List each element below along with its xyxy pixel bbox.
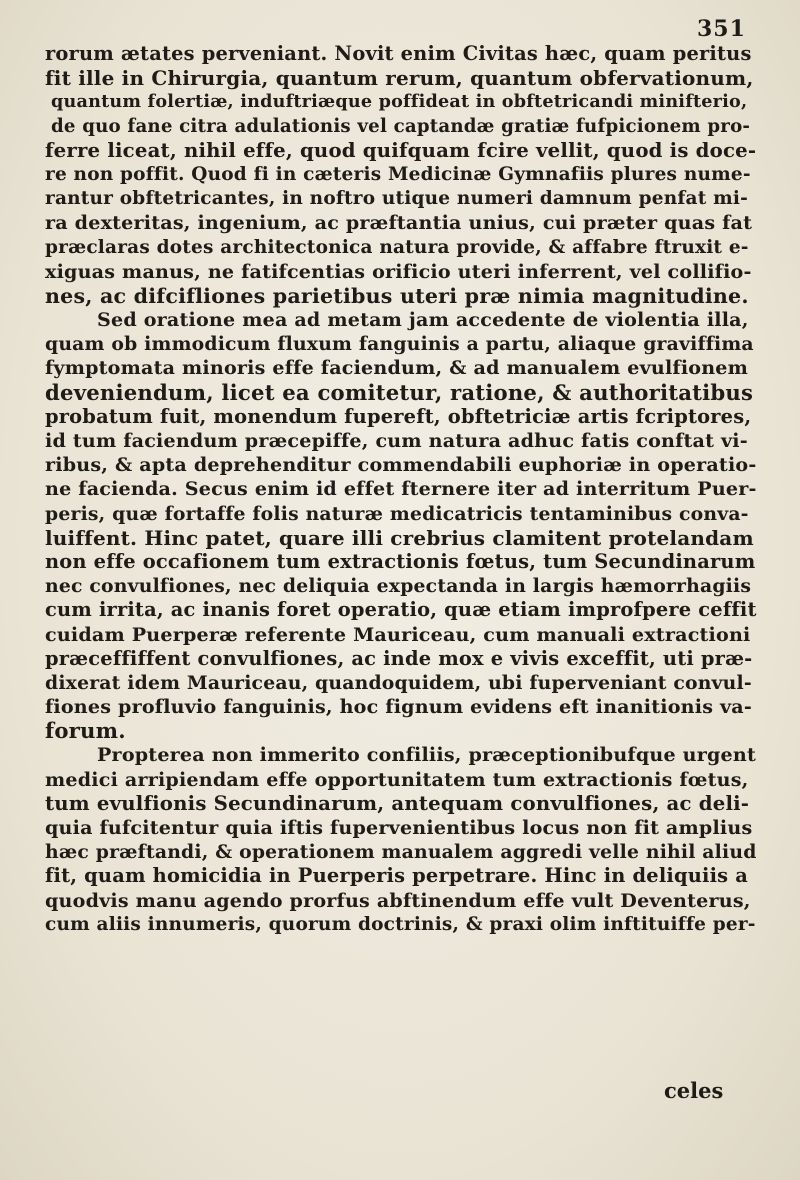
text-line: ra dexteritas, ingenium, ac præftantia unius, cui præter quas fat xyxy=(45,211,753,235)
text-line: fit ille in Chirurgia, quantum rerum, quantum obfervationum, xyxy=(45,66,754,91)
text-line: quam ob immodicum fluxum fanguinis a partu, aliaque graviffima xyxy=(45,333,754,356)
text-line: non effe occafionem tum extractionis fœtus, tum Secundinarum xyxy=(45,549,756,573)
text-line: rantur obftetricantes, in noftro utique numeri damnum penfat mi- xyxy=(45,188,748,210)
text-line: præclaras dotes architectonica natura provide, & affabre ftruxit e- xyxy=(45,236,749,258)
text-line: nec convulfiones, nec deliquia expectanda in largis hæmorrhagiis xyxy=(45,575,752,598)
text-line: de quo fane citra adulationis vel captandæ gratiæ fufpicionem pro- xyxy=(51,115,751,137)
text-line: quantum folertiæ, induftriæque poffideat in obftetricandi minifterio, xyxy=(51,91,748,113)
text-line: peris, quæ fortaffe folis naturæ medicatricis tentaminibus conva- xyxy=(45,502,749,525)
text-line: xiguas manus, ne fatifcentias orificio uteri inferrent, vel collifio- xyxy=(45,259,752,283)
text-line: præceffiffent convulfiones, ac inde mox e vivis exceffit, uti præ- xyxy=(45,646,753,670)
text-line: fymptomata minoris effe faciendum, & ad manualem evulfionem xyxy=(45,356,749,380)
text-line: fiones profluvio fanguinis, hoc fignum evidens eft inanitionis va- xyxy=(45,695,752,719)
text-line: forum. xyxy=(45,718,126,744)
text-line: ne facienda. Secus enim id effet fternere iter ad interritum Puer- xyxy=(45,477,757,501)
text-line: tum evulfionis Secundinarum, antequam convulfiones, ac deli- xyxy=(45,791,750,815)
text-line: medici arripiendam effe opportunitatem tum extractionis fœtus, xyxy=(45,767,749,791)
text-line: Sed oratione mea ad metam jam accedente de violentia illa, xyxy=(97,308,749,332)
text-line: Propterea non immerito confiliis, præceptionibufque urgent xyxy=(97,743,756,767)
text-line: id tum faciendum præcepiffe, cum natura adhuc fatis conftat vi- xyxy=(45,429,748,452)
body-text xyxy=(45,42,757,937)
text-line: ferre liceat, nihil effe, quod quifquam fcire vellit, quod is doce- xyxy=(45,138,757,162)
text-line: fit, quam homicidia in Puerperis perpetrare. Hinc in deliquiis a xyxy=(45,864,748,888)
text-line: re non poffit. Quod fi in cæteris Medicinæ Gymnafiis plures nume- xyxy=(45,163,751,185)
catchword: celes xyxy=(664,1078,724,1103)
text-line: cuidam Puerperæ referente Mauriceau, cum manuali extractioni xyxy=(45,622,751,646)
text-line: nes, ac difcifliones parietibus uteri præ nimia magnitudine. xyxy=(45,283,749,308)
text-line: rorum ætates perveniant. Novit enim Civitas hæc, quam peritus xyxy=(45,42,752,65)
text-line: deveniendum, licet ea comitetur, ratione, & authoritatibus xyxy=(45,379,754,405)
page-number: 351 xyxy=(697,16,746,42)
text-line: quia fufcitentur quia iftis fupervenientibus locus non fit amplius xyxy=(45,816,753,839)
text-line: cum irrita, ac inanis foret operatio, quæ etiam improfpere ceffit xyxy=(45,598,757,622)
text-line: probatum fuit, monendum fupereft, obftetriciæ artis fcriptores, xyxy=(45,404,752,428)
text-line: ribus, & apta deprehenditur commendabili euphoriæ in operatio- xyxy=(45,453,757,477)
text-line: luiffent. Hinc patet, quare illi crebrius clamitent protelandam xyxy=(45,525,754,550)
text-line: hæc præftandi, & operationem manualem aggredi velle nihil aliud xyxy=(45,841,757,864)
text-line: quodvis manu agendo prorfus abftinendum effe vult Deventerus, xyxy=(45,888,751,912)
text-line: cum aliis innumeris, quorum doctrinis, & praxi olim inftituiffe per- xyxy=(45,913,756,935)
text-line: dixerat idem Mauriceau, quandoquidem, ubi fuperveniant convul- xyxy=(45,671,752,694)
